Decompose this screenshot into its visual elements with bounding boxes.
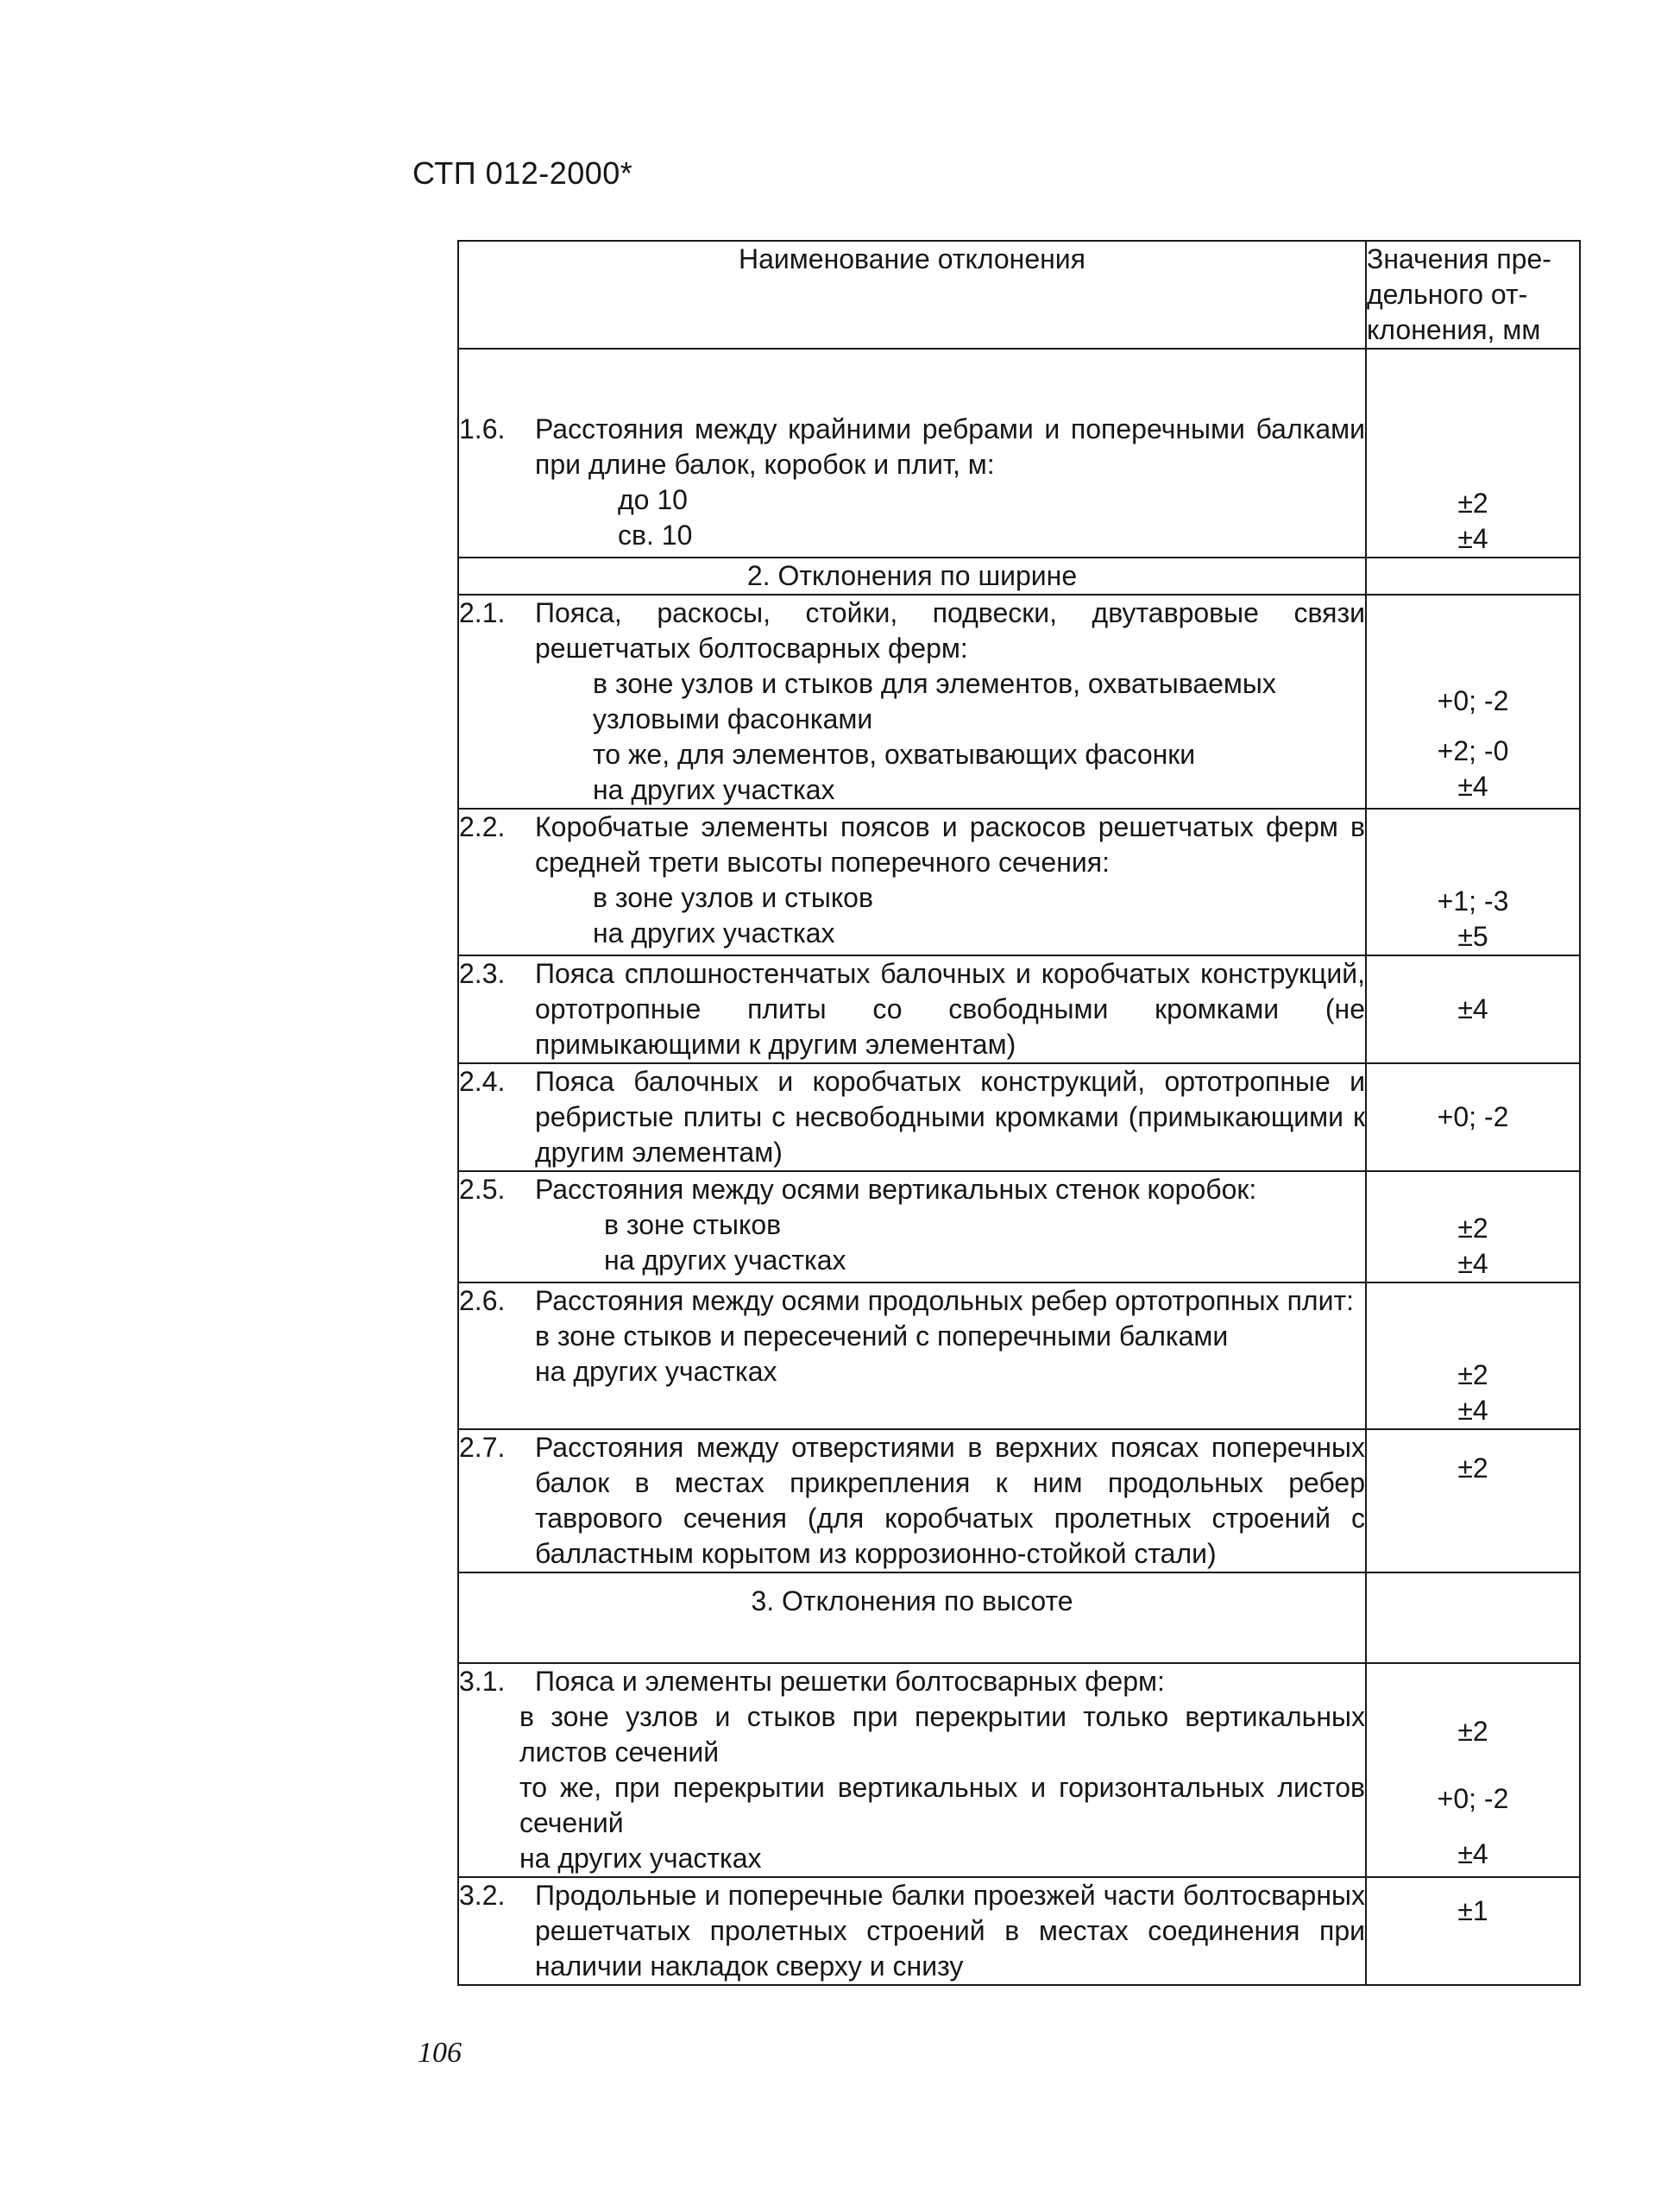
- section-row: [458, 558, 1580, 595]
- value: ±5: [1457, 921, 1488, 952]
- sub-item: в зоне узлов и стыков при перекрытии только вертикальных листов сечений: [519, 1701, 1365, 1768]
- table-row: [458, 955, 1580, 1063]
- row-2-6-description: [458, 1282, 1366, 1429]
- table-row: [458, 595, 1580, 809]
- sub-item: на других участках: [535, 1356, 777, 1387]
- sub-item: в зоне узлов и стыков для элементов, охватываемых узловыми фасонками: [593, 668, 1276, 734]
- value: +1; -3: [1437, 885, 1509, 917]
- item-number: 2.6.: [459, 1285, 506, 1316]
- sub-item: в зоне узлов и стыков: [593, 882, 873, 913]
- value: ±4: [1457, 1248, 1488, 1279]
- value: +0; -2: [1437, 685, 1509, 716]
- empty-cell: [1366, 558, 1580, 595]
- value: ±2: [1457, 488, 1488, 519]
- value: ±4: [1457, 1395, 1488, 1426]
- value: ±4: [1457, 771, 1488, 802]
- item-text: Пояса и элементы решетки болтосварных ферм:: [535, 1666, 1165, 1697]
- value: ±2: [1457, 1716, 1488, 1747]
- document-code: СТП 012-2000*: [412, 155, 633, 191]
- table-row: [458, 1429, 1580, 1572]
- row-2-5-values: [1366, 1171, 1580, 1282]
- column-header-value: [1366, 241, 1580, 349]
- table-row: [458, 1063, 1580, 1171]
- item-number: 2.2.: [459, 811, 506, 842]
- sub-item: на других участках: [604, 1245, 846, 1276]
- header-line: дельного от-: [1367, 279, 1528, 310]
- value: ±2: [1457, 1213, 1488, 1244]
- row-1-6-values: [1366, 349, 1580, 558]
- row-1-6-description: [458, 349, 1366, 558]
- section-row: [458, 1572, 1580, 1663]
- section-2-title: 2. Отклонения по ширине: [458, 558, 1366, 595]
- row-2-3-description: [458, 955, 1366, 1063]
- row-2-5-description: [458, 1171, 1366, 1282]
- row-2-1-description: [458, 595, 1366, 809]
- item-text: Пояса, раскосы, стойки, подвески, двутавровые связи решетчатых болтосварных ферм:: [535, 597, 1365, 664]
- item-number: 3.2.: [459, 1880, 506, 1911]
- item-text: Расстояния между осями продольных ребер ортотропных плит:: [535, 1285, 1354, 1316]
- table-row: [458, 1282, 1580, 1429]
- empty-cell: [1366, 1572, 1580, 1663]
- table-header-row: [458, 241, 1580, 349]
- header-line: клонения, мм: [1367, 314, 1541, 345]
- sub-item: до 10: [618, 484, 688, 515]
- column-header-name: Наименование отклонения: [458, 241, 1366, 349]
- row-2-4-value: +0; -2: [1366, 1063, 1580, 1171]
- sub-item: в зоне стыков: [604, 1209, 782, 1240]
- item-number: 2.3.: [459, 958, 506, 989]
- item-text: Продольные и поперечные балки проезжей части болтосварных решетчатых пролетных строений в местах соединения при наличии накладок сверху и снизу: [535, 1880, 1365, 1982]
- value: ±4: [1457, 1838, 1488, 1869]
- section-3-title: 3. Отклонения по высоте: [458, 1572, 1366, 1663]
- row-2-1-values: [1366, 595, 1580, 809]
- sub-item: в зоне стыков и пересечений с поперечными балками: [535, 1320, 1229, 1352]
- sub-item: на других участках: [593, 917, 835, 948]
- sub-item: на других участках: [519, 1843, 762, 1874]
- row-2-7-description: [458, 1429, 1366, 1572]
- value: +2; -0: [1437, 735, 1509, 766]
- item-text: Пояса сплошностенчатых балочных и коробчатых конструкций, ортотропные плиты со свободными кромками (не примыкающими к другим элементам): [535, 958, 1365, 1060]
- sub-item: то же, при перекрытии вертикальных и горизонтальных листов сечений: [519, 1772, 1365, 1838]
- table-row: [458, 809, 1580, 955]
- row-3-1-description: [458, 1663, 1366, 1877]
- item-text: Расстояния между отверстиями в верхних поясах поперечных балок в местах прикрепления к ним продольных ребер таврового сечения (для коробчатых пролетных строений с балластным корытом из коррозионно-стойкой стали): [535, 1432, 1365, 1569]
- value: ±2: [1457, 1359, 1488, 1390]
- item-text: Пояса балочных и коробчатых конструкций, ортотропные и ребристые плиты с несвободными кромками (примыкающими к другим элементам): [535, 1066, 1365, 1168]
- value: +0; -2: [1437, 1783, 1509, 1814]
- item-number: 2.7.: [459, 1432, 506, 1463]
- item-number: 3.1.: [459, 1666, 506, 1697]
- row-3-1-values: [1366, 1663, 1580, 1877]
- sub-item: то же, для элементов, охватывающих фасонки: [593, 739, 1196, 770]
- deviation-table: [457, 240, 1581, 1986]
- item-number: 1.6.: [459, 413, 506, 444]
- row-2-6-values: [1366, 1282, 1580, 1429]
- row-2-3-value: ±4: [1366, 955, 1580, 1063]
- row-2-4-description: [458, 1063, 1366, 1171]
- row-2-2-description: [458, 809, 1366, 955]
- item-text: Расстояния между крайними ребрами и поперечными балками при длине балок, коробок и плит, м:: [535, 413, 1365, 480]
- row-2-2-values: [1366, 809, 1580, 955]
- table-row: [458, 1171, 1580, 1282]
- item-text: Коробчатые элементы поясов и раскосов решетчатых ферм в средней трети высоты поперечного сечения:: [535, 811, 1365, 878]
- table-row: [458, 349, 1580, 558]
- table-row: [458, 1877, 1580, 1985]
- table-row: [458, 1663, 1580, 1877]
- row-2-7-value: ±2: [1366, 1429, 1580, 1572]
- sub-item: св. 10: [618, 520, 693, 551]
- item-number: 2.5.: [459, 1174, 506, 1205]
- item-number: 2.1.: [459, 597, 506, 628]
- page-number: 106: [418, 2037, 462, 2069]
- row-3-2-description: [458, 1877, 1366, 1985]
- header-line: Значения пре-: [1367, 243, 1551, 274]
- item-text: Расстояния между осями вертикальных стенок коробок:: [535, 1174, 1257, 1205]
- row-3-2-value: ±1: [1366, 1877, 1580, 1985]
- value: ±4: [1457, 523, 1488, 554]
- item-number: 2.4.: [459, 1066, 506, 1097]
- sub-item: на других участках: [593, 774, 835, 805]
